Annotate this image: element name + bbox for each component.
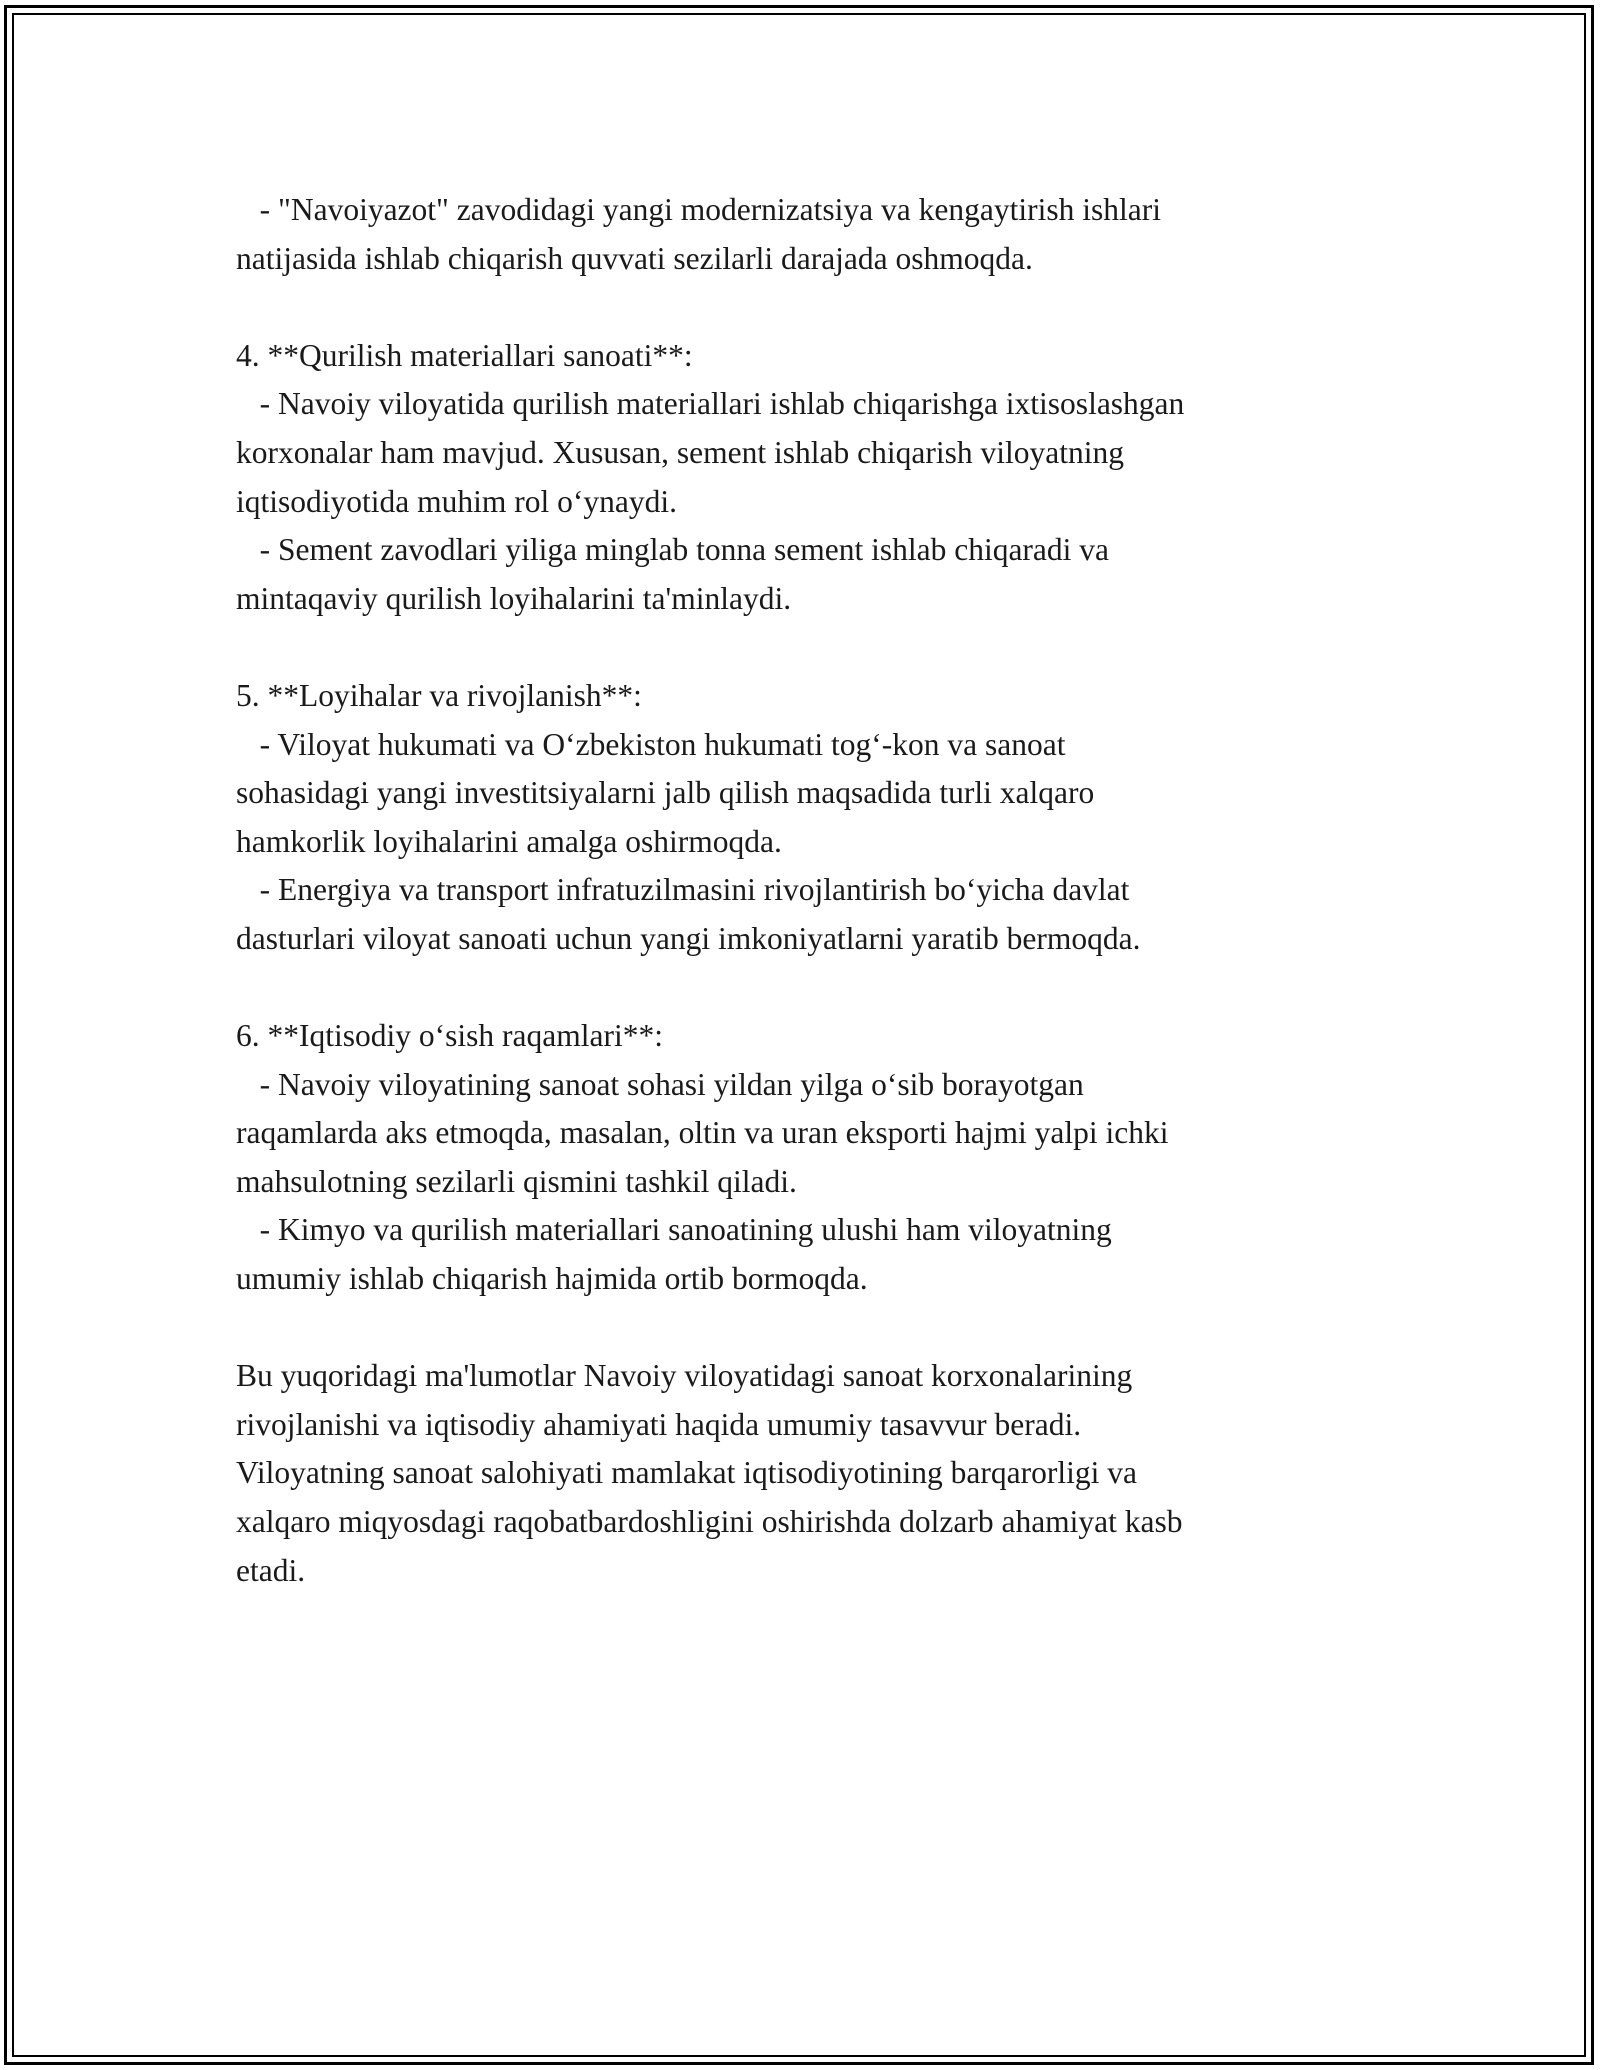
item-heading: 4. **Qurilish materiallari sanoati**: bbox=[236, 337, 693, 373]
text-line: xalqaro miqyosdagi raqobatbardoshligini oshirishda dolzarb ahamiyat kasb bbox=[236, 1504, 1183, 1540]
text-line: Bu yuqoridagi ma'lumotlar Navoiy viloyatidagi sanoat korxonalarining bbox=[236, 1358, 1133, 1394]
text-line: mahsulotning sezilarli qismini tashkil qiladi. bbox=[236, 1163, 797, 1199]
text-line: - Navoiy viloyatida qurilish materiallari ishlab chiqarishga ixtisoslashgan bbox=[236, 386, 1185, 422]
text-line: korxonalar ham mavjud. Xususan, sement ishlab chiqarish viloyatning bbox=[236, 434, 1124, 470]
item-6-economic-growth bbox=[236, 1012, 1386, 1304]
text-line: etadi. bbox=[236, 1552, 306, 1588]
item-4-building-materials bbox=[236, 332, 1386, 624]
text-line: raqamlarda aks etmoqda, masalan, oltin va uran eksporti hajmi yalpi ichki bbox=[236, 1115, 1169, 1151]
text-line: umumiy ishlab chiqarish hajmida ortib bormoqda. bbox=[236, 1261, 868, 1297]
text-line: iqtisodiyotida muhim rol o‘ynaydi. bbox=[236, 483, 677, 519]
text-line: - Kimyo va qurilish materiallari sanoatining ulushi ham viloyatning bbox=[236, 1212, 1112, 1248]
text-line: Viloyatning sanoat salohiyati mamlakat iqtisodiyotining barqarorligi va bbox=[236, 1455, 1137, 1491]
text-line: hamkorlik loyihalarini amalga oshirmoqda. bbox=[236, 823, 782, 859]
text-line: natijasida ishlab chiqarish quvvati sezilarli darajada oshmoqda. bbox=[236, 240, 1033, 276]
item-5-projects bbox=[236, 672, 1386, 964]
text-line: - Viloyat hukumati va O‘zbekiston hukumati tog‘-kon va sanoat bbox=[236, 726, 1066, 762]
text-line: - Sement zavodlari yiliga minglab tonna sement ishlab chiqaradi va bbox=[236, 532, 1110, 568]
conclusion-paragraph bbox=[236, 1352, 1386, 1595]
text-line: rivojlanishi va iqtisodiy ahamiyati haqida umumiy tasavvur beradi. bbox=[236, 1406, 1082, 1442]
text-line: - "Navoiyazot" zavodidagi yangi modernizatsiya va kengaytirish ishlari bbox=[236, 192, 1161, 227]
item-heading: 5. **Loyihalar va rivojlanish**: bbox=[236, 677, 642, 713]
text-line: dasturlari viloyat sanoati uchun yangi imkoniyatlarni yaratib bermoqda. bbox=[236, 920, 1141, 956]
paragraph-gap bbox=[236, 1304, 1386, 1353]
paragraph-gap bbox=[236, 964, 1386, 1013]
item-heading: 6. **Iqtisodiy o‘sish raqamlari**: bbox=[236, 1018, 663, 1054]
document-body bbox=[236, 186, 1386, 1595]
paragraph-gap bbox=[236, 623, 1386, 672]
item-3-continuation bbox=[236, 186, 1386, 283]
text-line: mintaqaviy qurilish loyihalarini ta'minlaydi. bbox=[236, 580, 792, 616]
paragraph-gap bbox=[236, 283, 1386, 332]
text-line: - Navoiy viloyatining sanoat sohasi yildan yilga o‘sib borayotgan bbox=[236, 1066, 1084, 1102]
text-line: - Energiya va transport infratuzilmasini rivojlantirish bo‘yicha davlat bbox=[236, 872, 1130, 908]
text-line: sohasidagi yangi investitsiyalarni jalb qilish maqsadida turli xalqaro bbox=[236, 775, 1095, 811]
